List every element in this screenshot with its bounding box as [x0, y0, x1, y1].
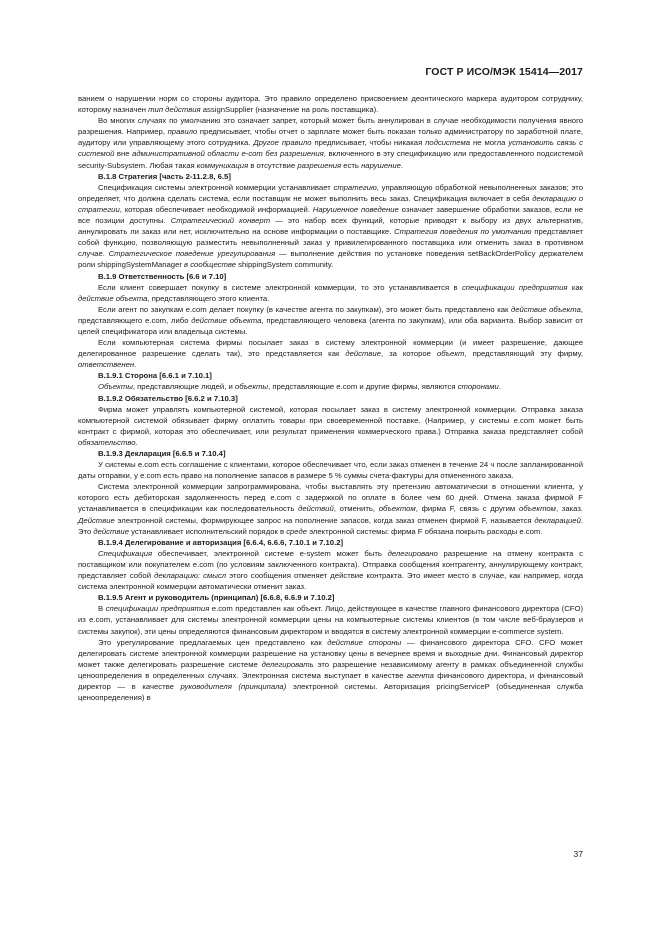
document-id: ГОСТ Р ИСО/МЭК 15414—2017	[425, 66, 583, 78]
paragraph: Объекты, представляющие людей, и объекты, представляющие e.com и другие фирмы, являются сторонами.	[98, 382, 501, 392]
paragraph: Спецификация обеспечивает, электронной системе e-system может быть делегировано разрешение на отмену контракта с поставщиком или покупателем e.com (по условиям заключенного контракта). Отправка сообщения контрагенту, аннулирующему контракт, представляет собой декларацию: смысл этого сообщения отменяет действие контракта. Это имеет место в случае, как например, когда система электронной коммерции автоматически отменит заказ.	[78, 548, 583, 592]
section-heading: B.1.8 Стратегия [часть 2-11.2.8, 6.5]	[98, 171, 231, 181]
section-heading: B.1.9.1 Сторона [6.6.1 и 7.10.1]	[98, 371, 212, 381]
section-heading: B.1.9 Ответственность [6.6 и 7.10]	[98, 271, 227, 281]
paragraph: Если компьютерная система фирмы посылает заказ в систему электронной коммерции (и имеет разрешение, дающее делегированное разрешение сделать так), это представляется как действие, за которое объект, представляющий эту фирму, ответственен.	[78, 338, 584, 370]
paragraph: У системы e.com есть соглашение с клиентами, которое обеспечивает что, если заказ отменен в течение 24 ч после запланированной даты отправки, у e.com есть право на пополнение запасов в размере 5 % суммы счета-фактуры для отмененного заказа.	[78, 460, 583, 481]
paragraph: Это урегулирование предлагаемых цен представлено как действие стороны — финансового директора CFO. CFO может делегировать системе электронной коммерции разрешение на установку цены в вечернее время и выходные дни. Финансовый директор может также делегировать разрешение системе делегировать это разрешение независимому агенту в рамках объединенной службы ценоопределения в определенных случаях. Электронная система выступает в качестве агента финансового директора, и финансовый директор — в качестве руководителя (принципала) электронной системы. Авторизация pricingServiceP (объединенная служба ценоопределения) в	[78, 637, 583, 703]
paragraph: В спецификации предприятия e.com представлен как объект. Лицо, действующее в качестве главного финансового директора (CFO) из e.com, устанавливает для системы электронной коммерции цены на компьютерные системы клиентов (в том числе веб-браузеров и системы закупок), эти цены определяются финансовым директором и вводятся в систему электронной коммерции e-commerce system.	[78, 604, 584, 636]
paragraph: Фирма может управлять компьютерной системой, которая посылает заказ в систему электронной коммерции. Отправка заказа компьютерной системой обязывает фирму оплатить товары при своевременной поставке. (Например, у системы e.com может быть контракт с фирмой, которая это обеспечивает, или результат применения коммерческого права.) Отправка заказа представляет собой обязательство.	[78, 404, 583, 447]
section-heading: B.1.9.3 Декларация [6.6.5 и 7.10.4]	[98, 449, 226, 458]
page-body	[78, 93, 583, 703]
paragraph: Система электронной коммерции запрограммирована, чтобы выставлять эту претензию автоматически в отношении клиента, у которого есть дебиторская задолженность перед e.com с задержкой по оплате в более чем 60 дней. Отмена заказа фирмой F устанавливается в спецификации как последовательность действий, отменить, объектом, фирма F, связь с другим объектом, заказ. Действие электронной системы, формирующее запрос на пополнение запасов, когда заказ отменен фирмой F, называется декларацией. Это действие устанавливает исполнительский порядок в среде электронной системы: фирма F обязана покрыть расходы e.com.	[78, 482, 583, 536]
paragraph: Если агент по закупкам e.com делает покупку (в качестве агента по закупкам), это может быть представлено как действие объекта, представляющего e.com, либо действие объекта, представляющего человека (агента по закупкам), или оба варианта. Выбор зависит от целей спецификатора или владельца системы.	[78, 304, 584, 336]
paragraph: ванием о нарушении норм со стороны аудитора. Это правило определено присвоением деонтического маркера аудитором сотруднику, которому назначен тип действия assignSupplier (назначение на роль поставщика).	[78, 94, 583, 115]
paragraph: Если клиент совершает покупку в системе электронной коммерции, то это устанавливается в спецификации предприятия как действие объекта, представляющего этого клиента.	[78, 282, 584, 303]
paragraph: Во многих случаях по умолчанию это означает запрет, который может быть аннулирован в случае необходимости получения явного разрешения. Например, правило предписывает, чтобы отчет о зарплате может быть показан только администратору по заработной плате, аудитору или управляющему этого сотрудника. Другое правило предписывает, чтобы никакая подсистема не могла установить связь с системой вне административной области e-com без разрешения, включенного в эту спецификацию или предоставленного подсистемой security-Subsystem. Любая такая коммуникация в отсутствие разрешения есть нарушение.	[78, 116, 583, 170]
section-heading: B.1.9.5 Агент и руководитель (принципал) [6.6.8, 6.6.9 и 7.10.2]	[98, 593, 335, 603]
section-heading: B.1.9.4 Делегирование и авторизация [6.6.4, 6.6.6, 7.10.1 и 7.10.2]	[98, 537, 344, 547]
section-heading: B.1.9.2 Обязательство [6.6.2 и 7.10.3]	[98, 393, 238, 403]
paragraph: Спецификация системы электронной коммерции устанавливает стратегию, управляющую обработкой невыполненных заказов; это определяет, что должна сделать система, если поставщик не может выполнить весь заказ. Спецификация включает в себя декларацию о стратегии, которая обеспечивает необходимой информацией. Нарушенное поведение означает завершение обработки заказов, если не все позиции доступны. Стратегический конверт — это набор всех функций, которые приводят к выбору из двух альтернатив, аннулировать ли заказ или нет, исключительно на основе информации о поставщике. Стратегия поведения по умолчанию представляет собой функцию, позволяющую разместить невыполненный заказ у привилегированного поставщика или отменить заказ в противном случае. Стратегическое поведение урегулирования — выполнение действия по установке поведения setBackOrderPolicy держателем роли shippingSystemManager в сообществе shippingSystem community.	[78, 182, 584, 270]
page-number: 37	[573, 849, 583, 859]
